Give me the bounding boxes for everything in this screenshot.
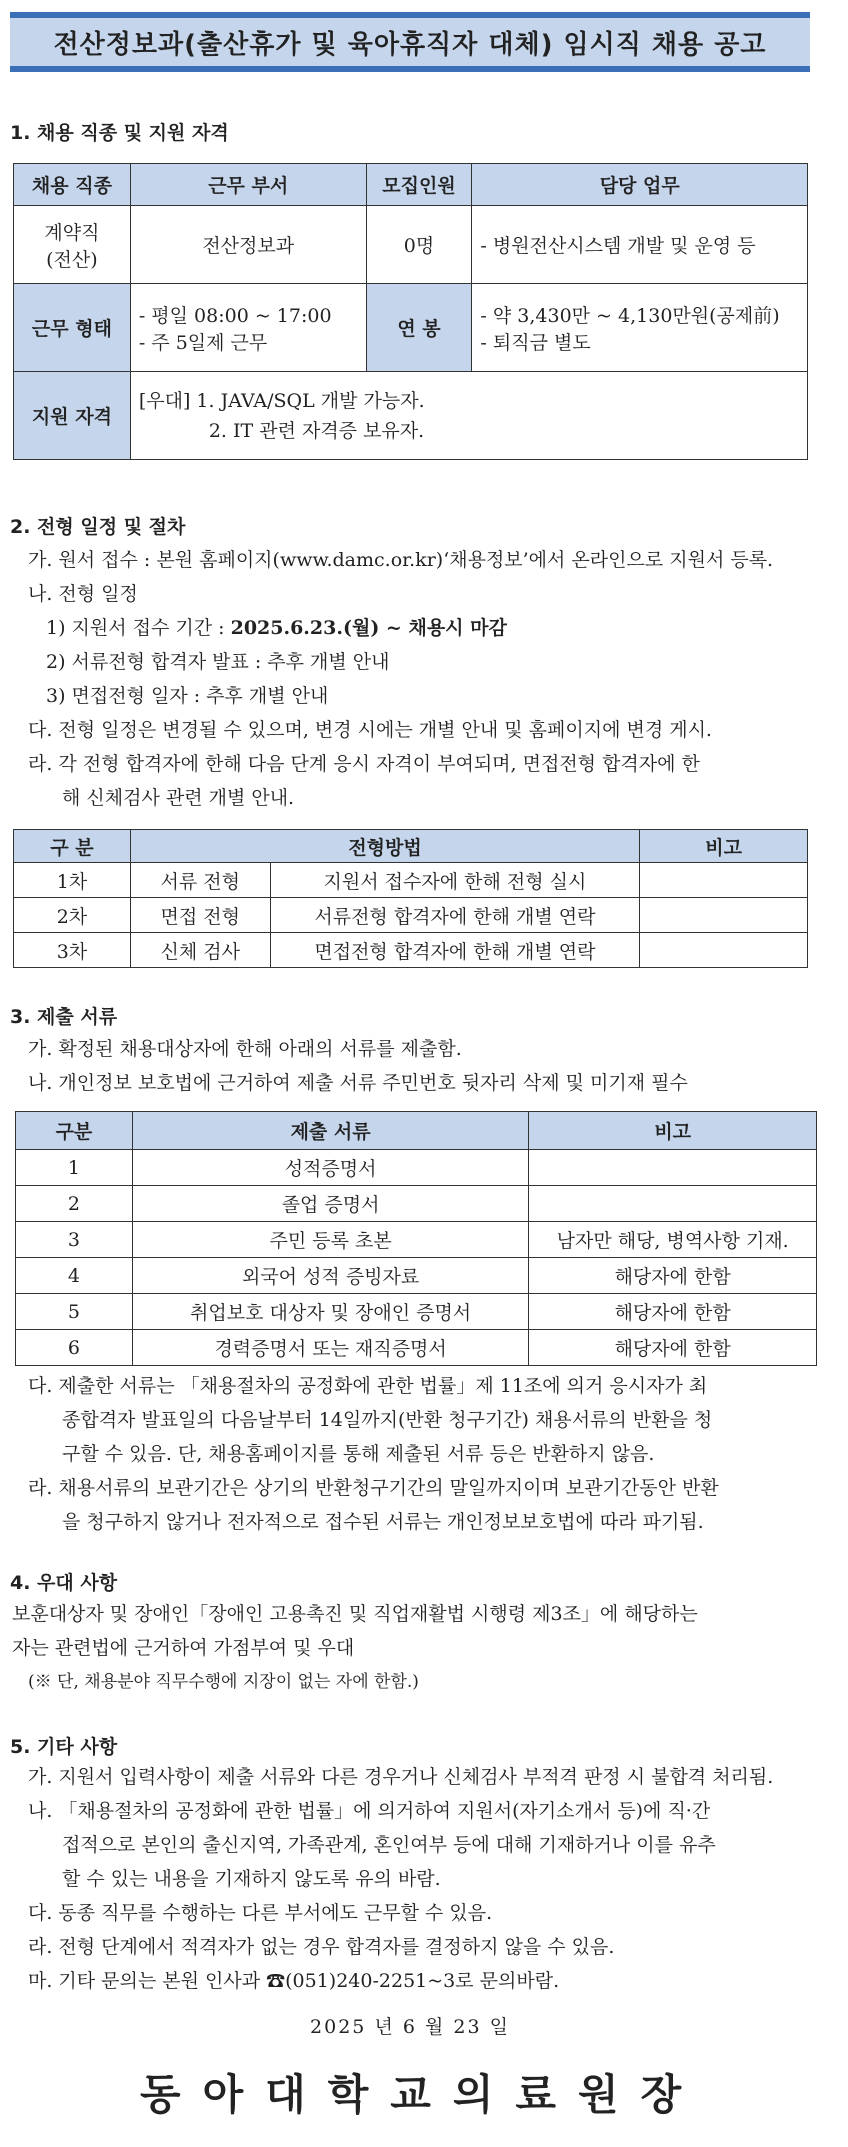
s2-line-8: 해 신체검사 관련 개별 안내. (62, 787, 295, 809)
job-type-line-2: (전산) (46, 248, 98, 271)
note-cell: 해당자에 한함 (529, 1330, 817, 1366)
step-cell: 1차 (14, 863, 131, 898)
doc-cell: 성적증명서 (132, 1150, 528, 1186)
pay-line-1: - 약 3,430만 ~ 4,130만원(공제前) (480, 304, 780, 327)
job-type-line-1: 계약직 (44, 221, 100, 244)
type-cell: 신체 검사 (130, 933, 270, 968)
section-5-heading: 5. 기타 사항 (10, 1736, 118, 1758)
s5-line-1: 가. 지원서 입력사항이 제출 서류와 다른 경우거나 신체검사 부적격 판정 시 불합격 처리됨. (28, 1766, 774, 1788)
pay-cell (472, 284, 808, 372)
notice-date: 2025 년 6 월 23 일 (310, 2016, 510, 2038)
apply-period-value: 2025.6.23.(월) ~ 채용시 마감 (230, 617, 507, 639)
no-cell: 5 (16, 1294, 133, 1330)
dept-cell: 전산정보과 (130, 206, 366, 284)
doc-cell: 경력증명서 또는 재직증명서 (132, 1330, 528, 1366)
table-row (16, 1258, 817, 1294)
type-cell: 서류 전형 (130, 863, 270, 898)
note-cell: 남자만 해당, 병역사항 기재. (529, 1222, 817, 1258)
note-cell (640, 863, 808, 898)
no-cell: 3 (16, 1222, 133, 1258)
s5-line-2: 나. 「채용절차의 공정화에 관한 법률」에 의거하여 지원서(자기소개서 등)에 직·간 (28, 1800, 711, 1822)
s2-line-3 (46, 615, 507, 641)
s3-line-4: 종합격자 발표일의 다음날부터 14일까지(반환 청구기간) 채용서류의 반환을 청 (62, 1409, 713, 1431)
section-2-heading: 2. 전형 일정 및 절차 (10, 516, 186, 538)
work-line-2: - 주 5일제 근무 (138, 331, 268, 354)
s5-line-4: 할 수 있는 내용을 기재하지 않도록 유의 바람. (62, 1868, 441, 1890)
s3-line-6: 라. 채용서류의 보관기간은 상기의 반환청구기간의 말일까지이며 보관기간동안 반환 (28, 1477, 719, 1499)
s5-line-5: 다. 동종 직무를 수행하는 다른 부서에도 근무할 수 있음. (28, 1902, 493, 1924)
qualification-line-2: 2. IT 관련 자격증 보유자. (208, 419, 425, 442)
apply-period-label: 1) 지원서 접수 기간 : (46, 617, 231, 639)
s4-line-3: (※ 단, 채용분야 직무수행에 지장이 없는 자에 한함.) (28, 1672, 419, 1692)
documents-table (15, 1111, 817, 1366)
desc-cell: 지원서 접수자에 한해 전형 실시 (270, 863, 640, 898)
notice-title: 전산정보과(출산휴가 및 육아휴직자 대체) 임시직 채용 공고 (53, 29, 767, 60)
work-label: 근무 형태 (14, 284, 131, 372)
job-type-cell (14, 206, 131, 284)
doc-cell: 외국어 성적 증빙자료 (132, 1258, 528, 1294)
note-cell (529, 1150, 817, 1186)
doc-cell: 취업보호 대상자 및 장애인 증명서 (132, 1294, 528, 1330)
work-cell (130, 284, 366, 372)
s2-line-4: 2) 서류전형 합격자 발표 : 추후 개별 안내 (46, 651, 390, 673)
work-line-1: - 평일 08:00 ~ 17:00 (138, 304, 332, 327)
header-dept: 근무 부서 (130, 164, 366, 206)
header-document: 제출 서류 (132, 1112, 528, 1150)
table-row (16, 1186, 817, 1222)
table-row (14, 898, 808, 933)
table-row (16, 1150, 817, 1186)
header-method: 전형방법 (130, 830, 639, 863)
qualification-line-1: [우대] 1. JAVA/SQL 개발 가능자. (138, 389, 425, 412)
doc-cell: 주민 등록 초본 (132, 1222, 528, 1258)
table-row (14, 933, 808, 968)
doc-cell: 졸업 증명서 (132, 1186, 528, 1222)
s2-line-5: 3) 면접전형 일자 : 추후 개별 안내 (46, 685, 329, 707)
s3-line-5: 구할 수 있음. 단, 채용홈페이지를 통해 제출된 서류 등은 반환하지 않음. (62, 1443, 655, 1465)
issuer-signature: 동아대학교의료원장 (140, 2070, 704, 2119)
note-cell: 해당자에 한함 (529, 1258, 817, 1294)
s3-line-2: 나. 개인정보 보호법에 근거하여 제출 서류 주민번호 뒷자리 삭제 및 미기재 필수 (28, 1072, 688, 1094)
s2-line-7: 라. 각 전형 합격자에 한해 다음 단계 응시 자격이 부여되며, 면접전형 합격자에 한 (28, 753, 700, 775)
s3-line-7: 을 청구하지 않거나 전자적으로 접수된 서류는 개인정보보호법에 따라 파기됨. (62, 1511, 704, 1533)
pay-label: 연 봉 (366, 284, 472, 372)
qualification-cell (130, 372, 807, 460)
s2-line-1: 가. 원서 접수 : 본원 홈페이지(www.damc.or.kr)‘채용정보’에서 온라인으로 지원서 등록. (28, 549, 774, 571)
s5-line-3: 접적으로 본인의 출신지역, 가족관계, 혼인여부 등에 대해 기재하거나 이를 유추 (62, 1834, 716, 1856)
section-4-heading: 4. 우대 사항 (10, 1572, 118, 1594)
header-division: 구분 (16, 1112, 133, 1150)
table-row (14, 863, 808, 898)
qualification-label: 지원 자격 (14, 372, 131, 460)
note-cell (640, 933, 808, 968)
note-cell: 해당자에 한함 (529, 1294, 817, 1330)
note-cell (640, 898, 808, 933)
pay-line-2: - 퇴직금 별도 (480, 331, 591, 354)
table-row (16, 1330, 817, 1366)
step-cell: 2차 (14, 898, 131, 933)
s3-line-1: 가. 확정된 채용대상자에 한해 아래의 서류를 제출함. (28, 1038, 462, 1060)
header-note: 비고 (640, 830, 808, 863)
desc-cell: 서류전형 합격자에 한해 개별 연락 (270, 898, 640, 933)
header-division: 구 분 (14, 830, 131, 863)
no-cell: 2 (16, 1186, 133, 1222)
table-row (16, 1222, 817, 1258)
s4-line-1: 보훈대상자 및 장애인「장애인 고용촉진 및 직업재활법 시행령 제3조」에 해당하는 (12, 1603, 698, 1625)
header-count: 모집인원 (366, 164, 472, 206)
s2-line-6: 다. 전형 일정은 변경될 수 있으며, 변경 시에는 개별 안내 및 홈페이지에 변경 게시. (28, 719, 712, 741)
count-cell: 0명 (366, 206, 472, 284)
s2-line-2: 나. 전형 일정 (28, 583, 138, 605)
header-job: 채용 직종 (14, 164, 131, 206)
header-duty: 담당 업무 (472, 164, 808, 206)
s5-line-6: 라. 전형 단계에서 적격자가 없는 경우 합격자를 결정하지 않을 수 있음. (28, 1936, 615, 1958)
no-cell: 1 (16, 1150, 133, 1186)
notice-title-bar (10, 12, 810, 72)
desc-cell: 면접전형 합격자에 한해 개별 연락 (270, 933, 640, 968)
s4-line-2: 자는 관련법에 근거하여 가점부여 및 우대 (12, 1637, 355, 1659)
s5-line-7: 마. 기타 문의는 본원 인사과 ☎(051)240-2251~3로 문의바람. (28, 1970, 560, 1992)
table-row (16, 1294, 817, 1330)
section-3-heading: 3. 제출 서류 (10, 1006, 118, 1028)
duty-cell: - 병원전산시스템 개발 및 운영 등 (472, 206, 808, 284)
section-1-heading: 1. 채용 직종 및 지원 자격 (10, 122, 229, 144)
header-note: 비고 (529, 1112, 817, 1150)
note-cell (529, 1186, 817, 1222)
type-cell: 면접 전형 (130, 898, 270, 933)
step-cell: 3차 (14, 933, 131, 968)
selection-process-table (13, 829, 808, 968)
no-cell: 6 (16, 1330, 133, 1366)
s3-line-3: 다. 제출한 서류는 「채용절차의 공정화에 관한 법률」제 11조에 의거 응시자가 최 (28, 1375, 708, 1397)
recruitment-table (13, 163, 808, 460)
no-cell: 4 (16, 1258, 133, 1294)
